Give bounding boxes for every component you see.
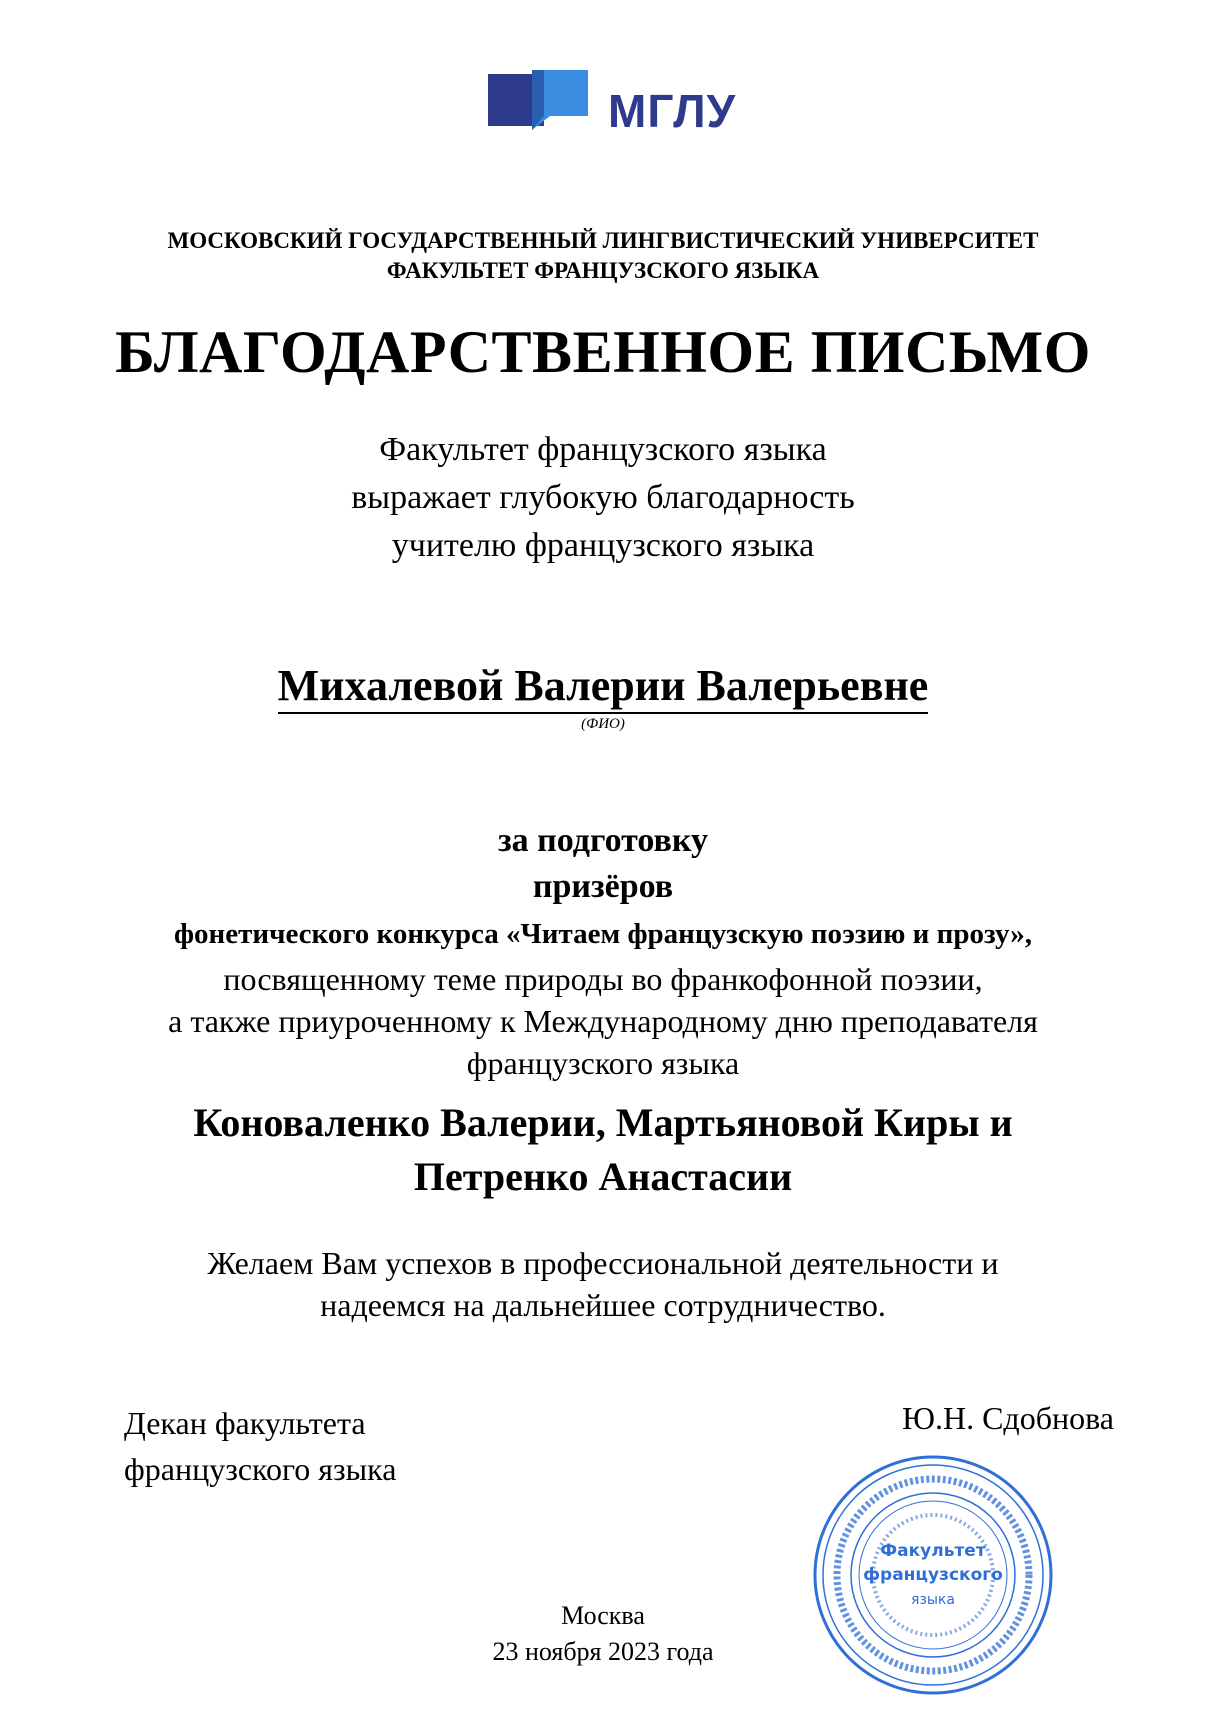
student-line: Коноваленко Валерии, Мартьяновой Киры и (193, 1100, 1013, 1145)
reason-line: призёров (532, 868, 674, 905)
city: Москва (561, 1601, 645, 1630)
reason-line: за подготовку (498, 822, 708, 859)
description-line: посвященному теме природы во франкофонной поэзии, (223, 961, 983, 997)
student-names (0, 1096, 1206, 1204)
recipient-name-text: Михалевой Валерии Валерьевне (278, 661, 929, 714)
wish-line: надеемся на дальнейшее сотрудничество. (320, 1287, 886, 1323)
position-line: Декан факультета (124, 1405, 366, 1441)
dean-position (124, 1400, 396, 1492)
faculty-name: ФАКУЛЬТЕТ ФРАНЦУЗСКОГО ЯЗЫКА (386, 258, 820, 283)
place-and-date (0, 1598, 1206, 1670)
student-line: Петренко Анастасии (413, 1154, 793, 1199)
signer-name: Ю.Н. Сдобнова (902, 1400, 1114, 1436)
wish-text (0, 1242, 1206, 1326)
stamp-center-text: языка (911, 1592, 955, 1608)
recipient-caption: (ФИО) (581, 716, 625, 732)
recipient-name (0, 660, 1206, 711)
stamp-center-text: Факультет (880, 1541, 986, 1561)
intro-line: выражает глубокую благодарность (351, 479, 855, 516)
document-title: БЛАГОДАРСТВЕННОЕ ПИСЬМО (115, 319, 1091, 385)
contest-description (0, 958, 1206, 1084)
position-line: французского языка (124, 1451, 397, 1487)
wish-line: Желаем Вам успехов в профессиональной деятельности и (207, 1245, 999, 1281)
intro-line: учителю французского языка (391, 527, 815, 564)
contest-name: фонетического конкурса «Читаем французскую поэзию и прозу», (173, 918, 1032, 950)
university-header (0, 226, 1206, 286)
intro-text (0, 426, 1206, 570)
intro-line: Факультет французского языка (379, 431, 827, 468)
mglu-logo (488, 70, 738, 150)
stamp-center-text: французского (863, 1565, 1003, 1585)
description-line: а также приуроченному к Международному дню преподавателя (168, 1003, 1038, 1039)
logo-text: МГЛУ (608, 85, 737, 137)
university-name: МОСКОВСКИЙ ГОСУДАРСТВЕННЫЙ ЛИНГВИСТИЧЕСКИЙ УНИВЕРСИТЕТ (167, 228, 1039, 253)
logo-mark-icon (488, 70, 598, 150)
date: 23 ноября 2023 года (492, 1637, 714, 1666)
description-line: французского языка (466, 1045, 740, 1081)
